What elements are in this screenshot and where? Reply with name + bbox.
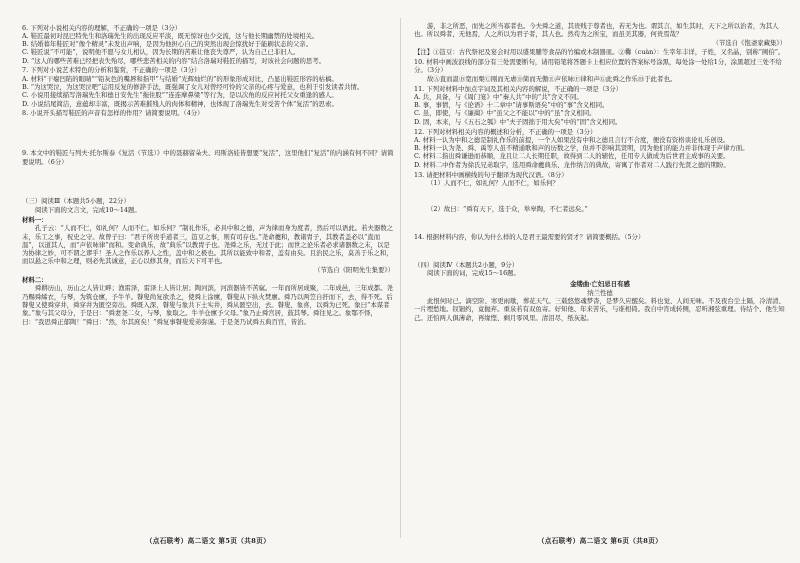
q7-option-c: C. 小说用接续描写洛瑞先生和德日安先生“拖住股”“连连摩鼻梁”等行为，是以次角的反应衬托父女重逢的感人。 (22, 91, 338, 100)
q11-option-d: D. 固，本来，与《五石之瓠》中“夫子固拙于用大矣”中的“固”含义相同。 (414, 117, 622, 126)
q10-sentence: 故Ⓐ直而温Ⓑ宽而栗Ⓒ刚而无虐Ⓓ简而无傲Ⓔ声依咏Ⓕ律和声Ⓖ此舜之作乐Ⓗ于此者也。 (427, 74, 677, 83)
answer-space (22, 166, 394, 196)
q11-option-b: B. 事，事情，与《论语》十二章中“请事斯语矣”中的“事”含义相同。 (414, 101, 609, 110)
answer-space (414, 241, 786, 259)
q12-stem: 12. 下列对材料相关内容的概述和分析，不正确的一项是（3分） (414, 127, 597, 136)
column-divider (400, 18, 401, 538)
section-3-heading: （三）阅读Ⅲ（本题共5小题，22分） (22, 197, 130, 206)
q7-option-b: B. “为这哭泣，为这哭泣吧”运用反复的修辞手法，既强调了女儿对曾经可怜的父亲的心疼与爱意，也利于引发读者共情。 (22, 83, 364, 92)
material-2-text: 舜耕历山，历山之人皆让畔；渔雷泽，雷泽上人皆让居；陶河滨，河滨器皆不苦窳。一年而所居成聚，二年成邑，三年成都。尧乃赐舜絺衣，与琴，为筑仓廪，予牛羊。瞽叟尚复欲杀之，使舜上涂廪，瞽叟从下纵火焚廪。舜乃以两笠自扞而下，去，得不死。后瞽叟又使舜穿井，舜穿井为匿空旁出。舜既入深，瞽叟与象共下土实井，舜从匿空出，去。瞽叟、象喜，以舜为已死。象曰“本谋者象。”象与其父母分，于是曰：“舜妻尧二女，与琴，象取之。牛羊仓廪予父母。”象乃止舜宫居，鼓其琴。舜往见之。象鄂不怿，曰：“我思舜正郁陶！”舜曰：“然，尔其庶矣！”舜复事瞽叟爱弟弥谨。于是尧乃试舜五典百官，皆治。 (22, 284, 393, 326)
q6-option-b: B. 结婚暮年鞋匠对“像个精灵”未发出声响，是因为他担心自己的突然出现会惊扰好于能刷状态的父亲。 (22, 40, 313, 49)
q6-option-c: C. 鞋匠说“不可能”，说明他不愿与女儿相认，因为长期的苦难让他丧失尊严，认为自己已非旧人。 (22, 48, 300, 57)
section-4-intro: 阅读下面的词，完成15～16题。 (427, 269, 520, 278)
q8-stem: 8. 小说开头描写鞋匠的声音有怎样的作用？请简要说明。（4分） (22, 109, 204, 118)
page-6-column (414, 22, 786, 532)
q11-stem: 11. 下列对材料中加点字词及其相关内容的解说，不正确的一项是（3分） (414, 84, 622, 93)
q11-option-a: A. 共，具备，与《周门宴》中“秦人共”中的“共”含义不同。 (414, 92, 583, 101)
q13-stem: 13. 请把材料中画横线的句子翻译为现代汉语。（8分） (414, 170, 568, 179)
q12-option-b: B. 材料一认为尧、舜、禹等人虽不精通歌和声的历数之学，但并不影响其贤明，因为他们的能力并非体现于声律方面。 (414, 144, 749, 153)
q12-option-c: C. 材料二指出舜谦逊而恭顺，龙且让二人长期任职，故得到二人的辅佐，任用专人做成为后世君主成事的关要。 (414, 152, 730, 161)
answer-space (414, 187, 786, 205)
q7-stem: 7. 下列对小说艺术特色的分析和鉴赏，不正确的一项是（3分） (22, 66, 201, 75)
material-1-source: （节选自《阳明先生集要》） (314, 265, 394, 274)
material-2-continued: 游，非之所恶，而先之所当寡者也。今夫舜之道，其贵贱于尊者也，若无为也。谓其言，如生其时，天下之所以治者，为其人也。所以舜者，无他焉，人之所以为君子者，其人也。然苟为之所宝，而虽美其器，何贵焉哉？ (414, 22, 779, 39)
q9-stem: 9. 本文中的鞋匠与列夫·托尔斯泰《复活（节选）》中的聂赫留朵夫、玛斯洛娃皆想要“复活”，这里他们“复活”的内涵有何不同？请简要说明。（6分） (22, 149, 394, 166)
annotation-note: 【注】①笾豆：古代祭祀及宴会时用以盛果脯等食品的竹编或木制器皿。②爨（cuàn）：生宰年丰详，子姓，又名晶，别称“阙伯”。 (414, 48, 785, 57)
q12-option-a: A. 材料一认为中和之德是制礼作乐的前提，一个人如果没有中和之德且言行不合度，便没有资格谈论礼乐创设。 (414, 135, 730, 144)
q10-stem: 10. 材料中画波浪线的部分有三处需要断句，请用铅笔将答题卡上相应位置的答案标号涂黑，每处涂一处给1分，涂黑超过三处不给分。（3分） (414, 58, 782, 75)
q13-sentence-2: （2）故曰：“舜有天下，选于众，举皋陶，不仁者远矣。” (427, 205, 588, 214)
material-2-source: （节选自《饱斋家藏集》） (712, 38, 786, 47)
page-6-footer: （点石联考）高二语文 第6页（共8页） (537, 537, 663, 545)
material-2-label: 材料二： (22, 276, 48, 285)
q6-option-a: A. 鞋匠最初对昆巴特先生和洛瑞先生的出现反应平淡，既无惊讶也少交流，这与他长期幽禁的处境相关。 (22, 31, 319, 40)
q7-option-a: A. 材料“干瘪凹陷的眼睛”“铅灰色的嘴唇和指甲”与结婚“光辉灿烂的”的形象形成对比，凸显出鞋匠形容的枯槁。 (22, 74, 338, 83)
section-3-intro: 阅读下面的文言文，完成10～14题。 (35, 205, 141, 214)
q7-option-d: D. 小说结尾简洁，意蕴却丰富，既揭示苦难摧残人的肉体和精神，也体现了洛瑞先生对受苦个体“复活”的思索。 (22, 99, 338, 108)
material-1-text: 孔子云：“人而不仁，如礼何？人而不仁，如乐何？”制礼作乐，必具中和之德，声为律而身为度者，然后可以语此。若夫器数之末，乐工之事，祝史之守。故曾子曰：“君子所贵乎道者三，笾豆之事，则有司存也。”尧命夔和，教诸胄子，其教者盖必以“直而温”，以道其人，而“声依咏律”而和。变命典乐，故“典乐”以教胄子也。尧舜之乐，无过于此；而世之论乐者必求诸器数之末，以是为协律之妙，可不谓之谬乎！圣人之作乐以养人之性，盖中和之极也。其所以能致中和者，盖有由矣。且治民之乐，莫善于乐之和，而以悬之乐中和之理，则必先其诚意，正心以修其身，而后天下可平也。 (22, 224, 394, 266)
answer-space (414, 213, 786, 231)
poem-author: 纳兰性德 (587, 288, 613, 297)
poem-text: 此恨何时已。滴空阶、寒更雨歇，葬花天气。三载悠悠魂梦杳，是梦久应醒矣。料也觉、人间无味。不及夜台尘土隔，冷清清、一片埋愁地。钗钿约，竟抛弃。重泉若有双鱼寄。好知他、年来苦乐，与谁相倚。我自中宵成转侧，忍听湘弦重理。待结个、他生知己。还怕两人俱薄命，再缘悭、剩月零风里。清泪尽，纸灰起。 (414, 296, 785, 322)
answer-space (22, 118, 394, 148)
q6-stem: 6. 下列对小说相关内容的理解，不正确的一项是（3分） (22, 23, 182, 32)
q6-option-d: D. “这人的哪些苦难已经把表失殆尽，哪些悲苦相关的内容”结合洛瑞对鞋匠的描写，对该社会问题的思考。 (22, 56, 326, 65)
page-5-column (22, 22, 394, 532)
section-4-heading: （四）阅读Ⅳ（本题共2小题，9分） (414, 260, 518, 269)
q11-option-c: C. 虽，即使，与《廉蔺》中“虽父之不能以”中的“虽”含义相同。 (414, 109, 596, 118)
q13-sentence-1: （1）人而不仁，如礼何？人而不仁，如乐何？ (427, 178, 559, 187)
material-1-label: 材料一： (22, 215, 48, 224)
q14-stem: 14. 根据材料内容，你认为什么样的人是君王最需要的贤才？请简要概括。（5分） (414, 232, 645, 241)
q12-option-d: D. 材料二中作者为徐氏兄弟取字，选用舜命夔典乐、龙作纳言的典故，寄寓了作者对二人践行先贤之德的期盼。 (414, 160, 730, 169)
page-5-footer: （点石联考）高二语文 第5页（共8页） (145, 537, 271, 545)
poem-title: 金缕曲·亡妇忌日有感 (570, 280, 630, 289)
